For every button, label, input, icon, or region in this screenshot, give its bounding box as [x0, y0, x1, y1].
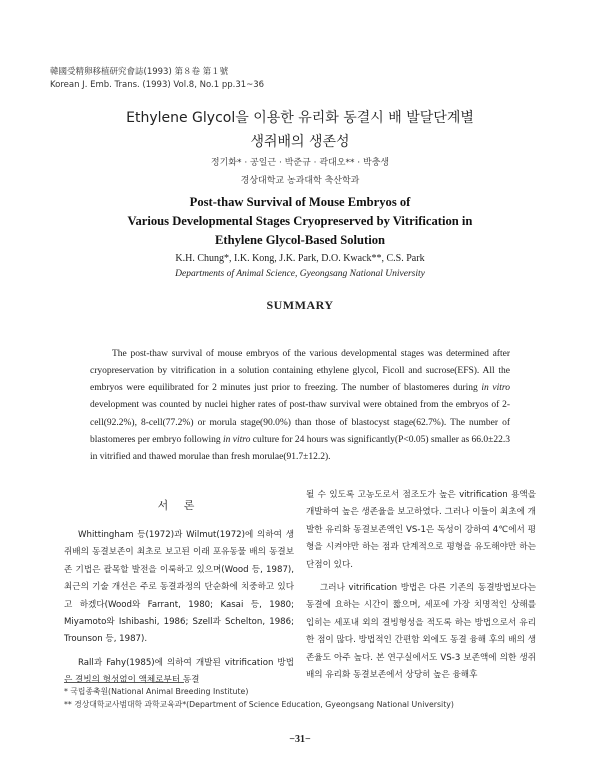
page-number: −31−: [289, 734, 311, 745]
intro-paragraph-1: Whittingham 등(1972)과 Wilmut(1972)에 의하여 생쥐배의 동결보존이 최초로 보고된 이래 포유동물 배의 동결보존 기법은 괄목할 발전을 이룩하고 있으며(Wood 등, 1987), 최근의 기술 개선은 주로 동결과정의 단순화에 치중하고 있다고 하겠다(Wood와 Farrant, 1980; Kasai 등, 1980; Miyamoto와 Ishibashi, 1986; Szell과 Schelton, 1986; Trounson 등, 1987).: [64, 530, 294, 645]
summary-paragraph: [90, 346, 510, 467]
summary-text-part-2: development was counted by nuclei higher rates of post-thaw survival were obtained from the embryos of 2-cell(92.2%), 8-cell(77.2%) or morula stage(90.0%) than those of blastocyst stage(62.7%). The number of blastomeres per embryo following: [90, 400, 510, 445]
korean-author-names: 정기화* · 공일근 · 박준규 · 곽대오** · 박충생: [210, 158, 390, 168]
footnote-2: ** 경상대학교사범대학 과학교육과*(Department of Science Education, Gyeongsang National University): [64, 700, 454, 709]
english-author-names: K.H. Chung*, I.K. Kong, J.K. Park, D.O. Kwack**, C.S. Park: [175, 253, 425, 264]
intro-paragraph-2: Rall과 Fahy(1985)에 의하여 개발된 vitrification 방법은 결빙의 형성없이 액체로부터 동결: [64, 657, 294, 686]
summary-heading: SUMMARY: [266, 298, 334, 312]
english-affiliation: Departments of Animal Science, Gyeongsang National University: [175, 269, 425, 279]
right-paragraph-2: 그러나 vitrification 방법은 다른 기존의 동결방법보다는 동결에 요하는 시간이 짧으며, 세포에 가장 치명적인 상해를 입히는 세포내 외의 결빙형성을 적도록 하는 방법으로서 유리한 점이 많다. 방법적인 간편함 외에도 동결 융해 후의 배의 생존율도 아주 높다. 본 연구실에서도 VS-3 보존액에 의한 생쥐배의 유리화 동결보존에서 상당히 높은 융해후: [306, 583, 536, 681]
korean-title-line-1: Ethylene Glycol을 이용한 유리화 동결시 배 발달단계별: [126, 110, 474, 126]
right-column: [306, 487, 536, 684]
english-title-line-2: Various Developmental Stages Cryopreserved by Vitrification in: [127, 214, 473, 228]
summary-text-part-1: The post-thaw survival of mouse embryos of the various developmental stages was determined after cryopreservation by vitrification in a solution containing ethylene glycol, Ficoll and sucrose(EFS). All the embryos were equilibrated for 2 minutes just prior to freezing. The number of blastomeres during: [90, 348, 510, 394]
english-title: [0, 193, 600, 250]
english-title-line-1: Post-thaw Survival of Mouse Embryos of: [189, 195, 411, 209]
korean-authors-block: [0, 154, 600, 190]
journal-citation-english: Korean J. Emb. Trans. (1993) Vol.8, No.1 pp.31~36: [50, 80, 265, 90]
journal-citation-korean: 韓國受精卵移植研究會誌(1993) 第８卷 第１號: [50, 67, 229, 77]
footnotes: [64, 685, 544, 711]
korean-title: [0, 106, 600, 154]
left-column: [64, 497, 294, 690]
right-paragraph-1: 될 수 있도록 고농도로서 점조도가 높은 vitrification 용액을 개발하여 높은 생존율을 보고하였다. 그러나 이들이 최초에 개발한 유리화 동결보존액인 VS-1은 독성이 강하여 4℃에서 평형을 시켜야만 하는 점과 단계적으로 평형을 유도해야만 하는 단점이 있다.: [306, 490, 536, 570]
introduction-heading: 서 론: [157, 499, 201, 512]
footnote-1: * 국립종축원(National Animal Breeding Institute): [64, 687, 249, 696]
summary-text-part-3: culture for 24 hours was significantly(P<0.05) smaller as 66.0±22.3 in vitrified and thawed morulae than fresh morulae(91.7±12.2).: [90, 434, 510, 463]
summary-italic-in-vitro-1: in vitro: [481, 383, 510, 394]
footnote-divider: [64, 682, 184, 683]
korean-affiliation: 경상대학교 농과대학 축산학과: [240, 176, 360, 186]
journal-header: [50, 66, 264, 92]
summary-italic-in-vitro-2: in vitro: [222, 434, 251, 445]
english-title-line-3: Ethylene Glycol-Based Solution: [214, 233, 386, 247]
korean-title-line-2: 생쥐배의 생존성: [250, 134, 350, 150]
